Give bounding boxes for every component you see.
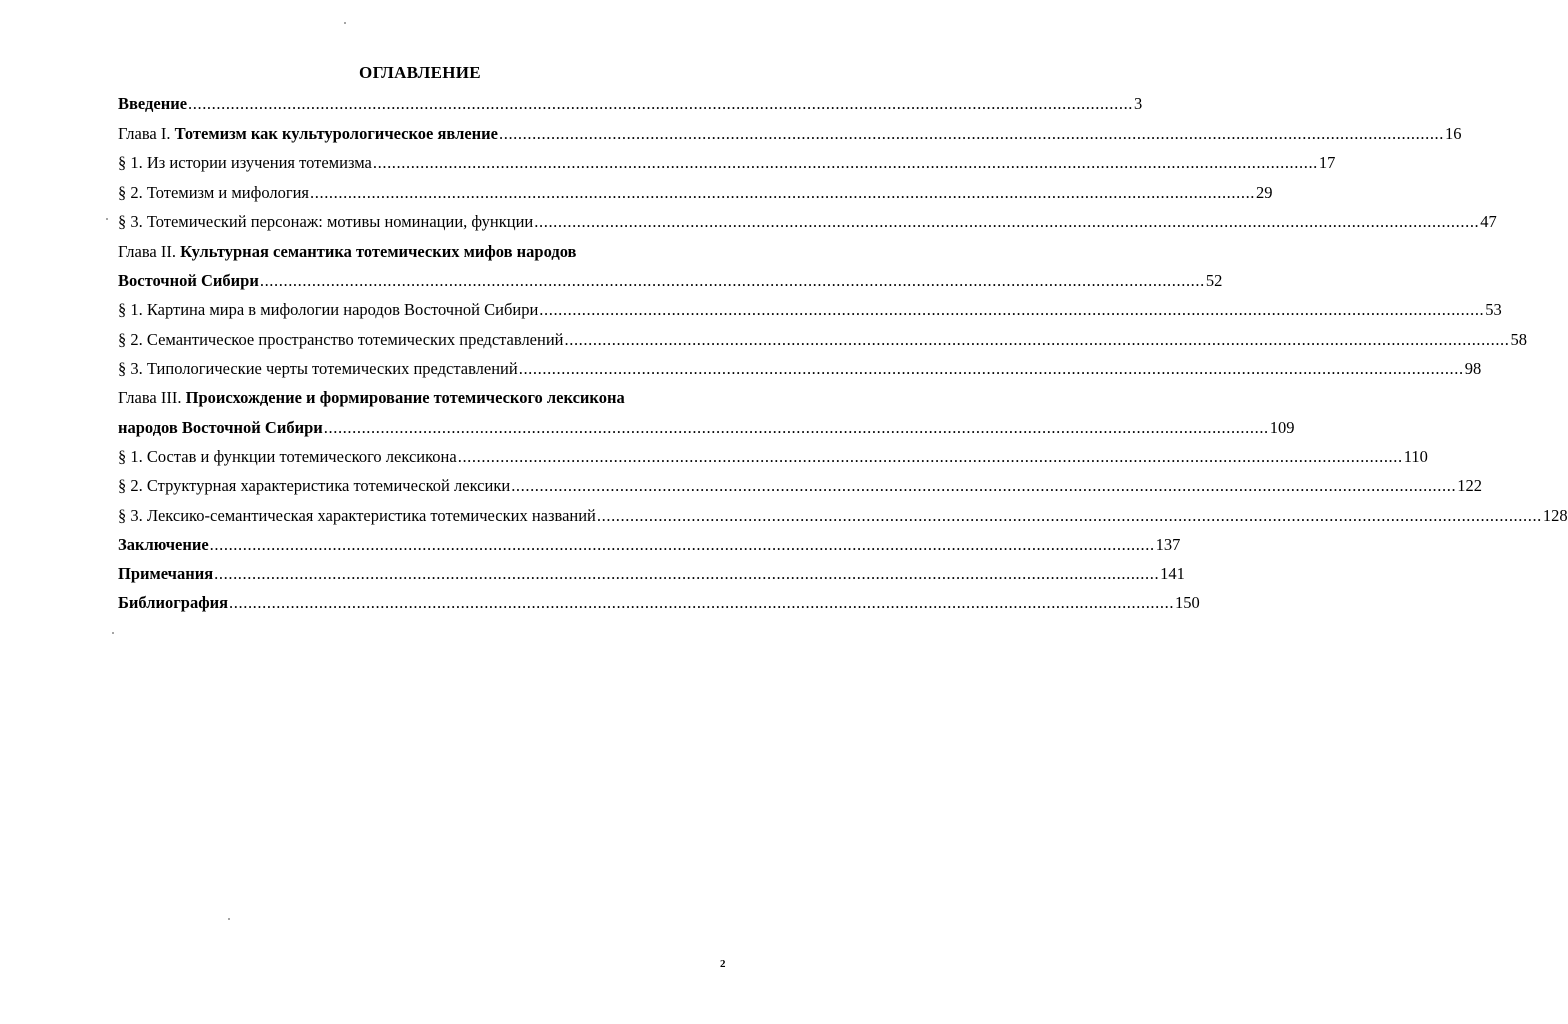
toc-title: ОГЛАВЛЕНИЕ xyxy=(359,63,481,82)
scan-speck xyxy=(112,632,114,634)
chapter-prefix: Глава II. xyxy=(118,242,181,261)
chapter-prefix: Глава III. xyxy=(118,388,186,407)
toc-entry-section-2-3[interactable] xyxy=(118,359,1482,379)
toc-entry-page: 128 xyxy=(1542,506,1568,525)
toc-entry-section-2-1[interactable] xyxy=(118,300,1502,320)
scan-speck xyxy=(106,218,108,220)
leader-dots: ........................................................................................................................................................................................................ xyxy=(518,359,1464,378)
leader-dots: ........................................................................................................................................................................................................ xyxy=(564,330,1510,349)
page-number: 2 xyxy=(720,958,726,970)
toc-entry-text: народов Восточной Сибири xyxy=(118,418,323,437)
toc-entry-text: § 2. Структурная характеристика тотемической лексики xyxy=(118,476,511,495)
toc-entry-page: 17 xyxy=(1318,153,1336,172)
toc-entry-section-3-1[interactable] xyxy=(118,447,1428,467)
leader-dots: ........................................................................................................................................................................................................ xyxy=(214,564,1160,583)
toc-entry-page: 137 xyxy=(1155,535,1181,554)
toc-entry-text: § 3. Лексико-семантическая характеристика тотемических названий xyxy=(118,506,596,525)
toc-entry-page: 98 xyxy=(1464,359,1482,378)
toc-entry-page: 122 xyxy=(1457,476,1482,495)
toc-entry-page: 47 xyxy=(1480,212,1497,231)
toc-entry-chapter-2-cont[interactable] xyxy=(118,271,1223,291)
toc-entry-section-3-3[interactable] xyxy=(118,506,1568,526)
toc-entry-text xyxy=(118,124,498,144)
toc-entry-page: 16 xyxy=(1445,124,1462,143)
toc-entry-text: § 2. Семантическое пространство тотемических представлений xyxy=(118,330,564,349)
toc-entry-text: Библиография xyxy=(118,593,229,612)
toc-entry-page: 110 xyxy=(1403,447,1428,466)
toc-entry-text: § 1. Картина мира в мифологии народов Восточной Сибири xyxy=(118,300,539,319)
leader-dots: ........................................................................................................................................................................................................ xyxy=(310,183,1256,202)
toc-entry-text: § 1. Из истории изучения тотемизма xyxy=(118,153,372,172)
toc-entry-text: § 2. Тотемизм и мифология xyxy=(118,183,310,202)
toc-entry-text: § 3. Типологические черты тотемических представлений xyxy=(118,359,518,378)
leader-dots: ........................................................................................................................................................................................................ xyxy=(188,94,1134,113)
toc-entry-chapter-3[interactable] xyxy=(118,388,727,408)
toc-entry-page: 53 xyxy=(1485,300,1502,319)
leader-dots: ........................................................................................................................................................................................................ xyxy=(596,506,1542,525)
chapter-title: Происхождение и формирование тотемического лексикона xyxy=(185,388,625,407)
toc-entry-page: 141 xyxy=(1160,564,1185,583)
chapter-title: Тотемизм как культурологическое явление xyxy=(174,124,498,143)
toc-entry-text: Заключение xyxy=(118,535,209,554)
toc-entry-text: Введение xyxy=(118,94,188,113)
leader-dots: ........................................................................................................................................................................................................ xyxy=(323,418,1269,437)
chapter-prefix: Глава I. xyxy=(118,124,175,143)
toc-entry-section-1-1[interactable] xyxy=(118,153,1336,173)
toc-entry-page: 109 xyxy=(1269,418,1295,437)
toc-entry-section-1-3[interactable] xyxy=(118,212,1497,232)
toc-entry-chapter-2[interactable] xyxy=(118,242,727,262)
toc-entry-page: 52 xyxy=(1205,271,1223,290)
toc-entry-section-3-2[interactable] xyxy=(118,476,1482,496)
toc-entry-text: Восточной Сибири xyxy=(118,271,259,290)
toc-entry-page: 58 xyxy=(1510,330,1527,349)
toc-entry-conclusion[interactable] xyxy=(118,535,1181,555)
leader-dots: ........................................................................................................................................................................................................ xyxy=(539,300,1485,319)
toc-entry-page: 29 xyxy=(1256,183,1273,202)
leader-dots: ........................................................................................................................................................................................................ xyxy=(511,476,1457,495)
toc-entry-section-1-2[interactable] xyxy=(118,183,1273,203)
toc-entry-bibliography[interactable] xyxy=(118,593,1200,613)
leader-dots: ........................................................................................................................................................................................................ xyxy=(209,535,1155,554)
toc-entry-page: 150 xyxy=(1175,593,1200,612)
toc-entry-text: § 3. Тотемический персонаж: мотивы номинации, функции xyxy=(118,212,534,231)
leader-dots: ........................................................................................................................................................................................................ xyxy=(259,271,1205,290)
leader-dots: ........................................................................................................................................................................................................ xyxy=(229,593,1175,612)
scan-speck xyxy=(228,918,230,920)
scan-speck xyxy=(344,22,346,24)
leader-dots: ........................................................................................................................................................................................................ xyxy=(372,153,1318,172)
leader-dots: ........................................................................................................................................................................................................ xyxy=(457,447,1403,466)
leader-dots: ........................................................................................................................................................................................................ xyxy=(499,124,1444,143)
toc-entry-text: § 1. Состав и функции тотемического лексикона xyxy=(118,447,457,466)
toc-entry-text: Примечания xyxy=(118,564,214,583)
toc-entry-introduction[interactable] xyxy=(118,94,1143,114)
toc-entry-chapter-3-cont[interactable] xyxy=(118,418,1295,438)
toc-entry-notes[interactable] xyxy=(118,564,1185,584)
toc-entry-chapter-1[interactable] xyxy=(118,124,1462,144)
toc-entry-page: 3 xyxy=(1134,94,1143,113)
toc-entry-section-2-2[interactable] xyxy=(118,330,1527,350)
chapter-title: Культурная семантика тотемических мифов народов xyxy=(180,242,577,261)
leader-dots: ........................................................................................................................................................................................................ xyxy=(534,212,1480,231)
